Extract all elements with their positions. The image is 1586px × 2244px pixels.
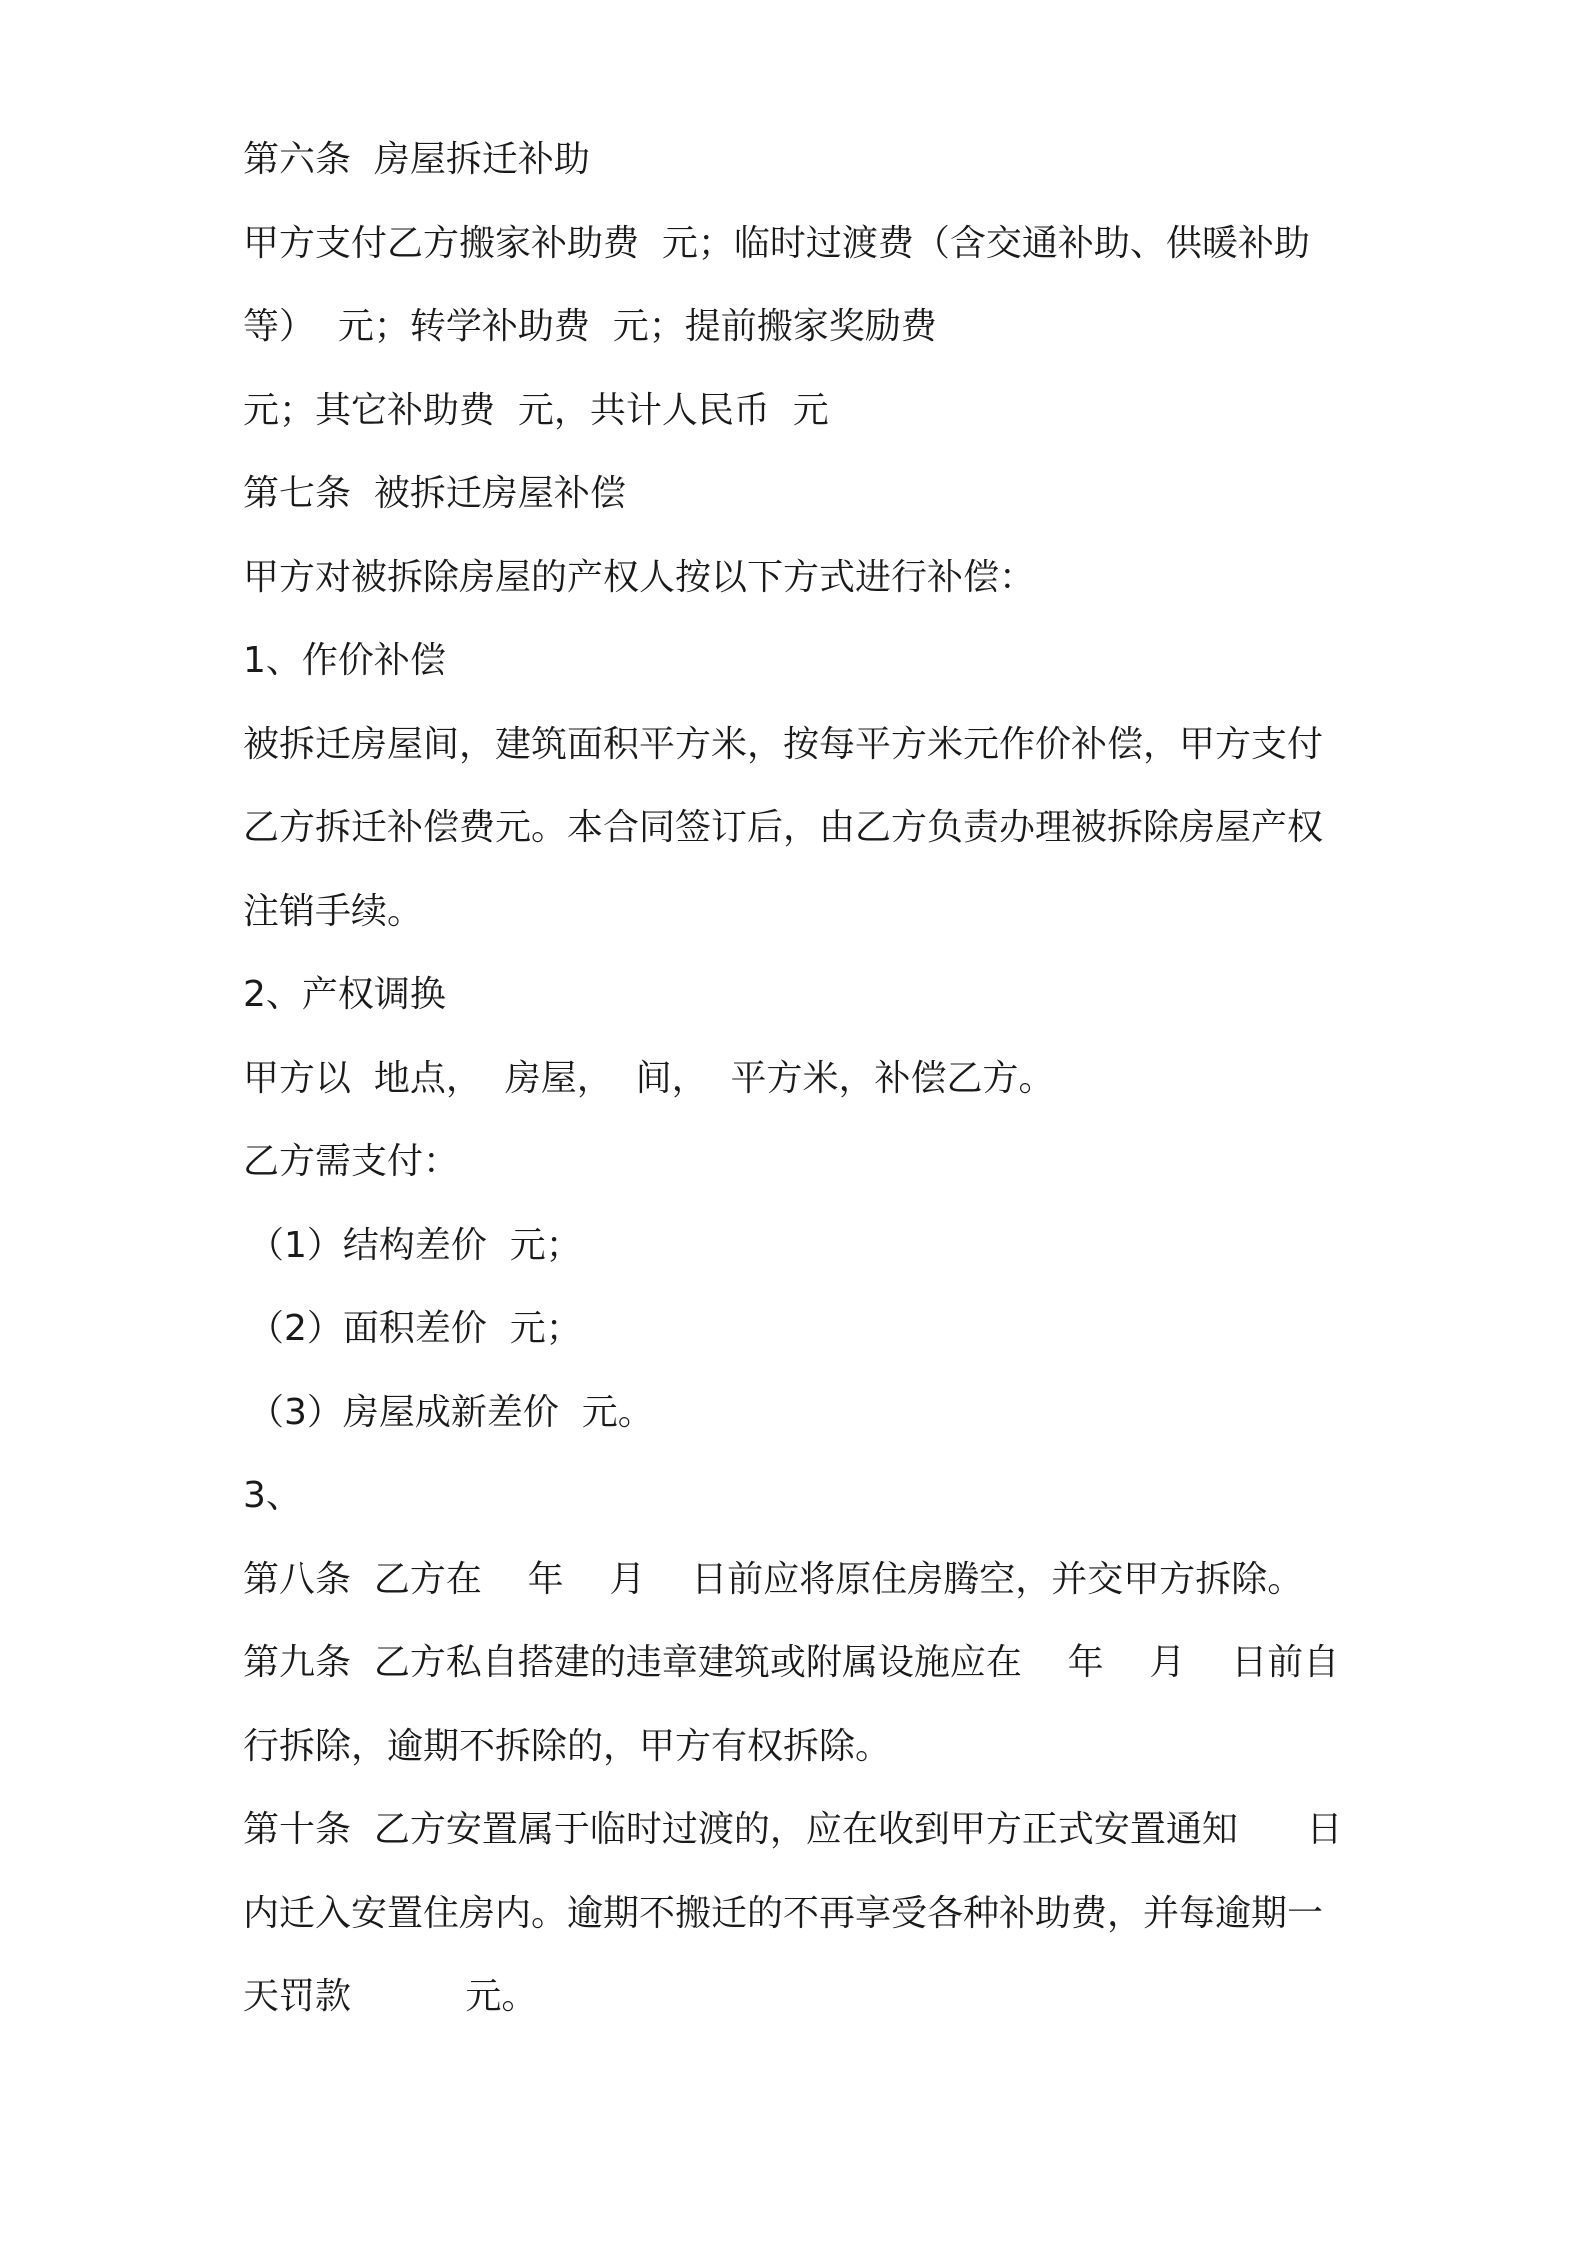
paragraph-line: 等） 元；转学补助费 元；提前搬家奖励费 (243, 306, 937, 347)
subsection-heading: 1、作价补偿 (243, 640, 446, 681)
article-6-heading: 第六条 房屋拆迁补助 (243, 139, 590, 180)
list-item: （2）面积差价 元； (248, 1308, 582, 1349)
paragraph-line: 元；其它补助费 元，共计人民币 元 (243, 390, 829, 431)
paragraph-line: 注销手续。 (243, 891, 424, 932)
paragraph-line: 甲方以 地点， 房屋， 间， 平方米，补偿乙方。 (243, 1058, 1055, 1099)
subsection-heading: 2、产权调换 (243, 974, 446, 1015)
paragraph-line: 天罚款 元。 (243, 1976, 538, 2017)
article-9-line: 第九条 乙方私自搭建的违章建筑或附属设施应在 年 月 日前自 (243, 1642, 1340, 1683)
paragraph-line: 内迁入安置住房内。逾期不搬迁的不再享受各种补助费，并每逾期一 (243, 1893, 1324, 1934)
subsection-heading: 3、 (243, 1475, 302, 1516)
paragraph-line: 甲方支付乙方搬家补助费 元；临时过渡费（含交通补助、供暖补助 (243, 223, 1310, 264)
list-item: （1）结构差价 元； (248, 1225, 582, 1266)
article-10-line: 第十条 乙方安置属于临时过渡的，应在收到甲方正式安置通知 日 (243, 1809, 1343, 1850)
list-item: （3）房屋成新差价 元。 (248, 1392, 654, 1433)
article-7-heading: 第七条 被拆迁房屋补偿 (243, 473, 626, 514)
paragraph-line: 甲方对被拆除房屋的产权人按以下方式进行补偿： (243, 557, 1036, 598)
paragraph-line: 乙方需支付： (243, 1141, 460, 1182)
article-8-line: 第八条 乙方在 年 月 日前应将原住房腾空，并交甲方拆除。 (243, 1559, 1304, 1600)
paragraph-line: 乙方拆迁补偿费元。本合同签订后，由乙方负责办理被拆除房屋产权 (243, 807, 1324, 848)
paragraph-line: 行拆除，逾期不拆除的，甲方有权拆除。 (243, 1726, 892, 1767)
paragraph-line: 被拆迁房屋间，建筑面积平方米，按每平方米元作价补偿，甲方支付 (243, 724, 1324, 765)
